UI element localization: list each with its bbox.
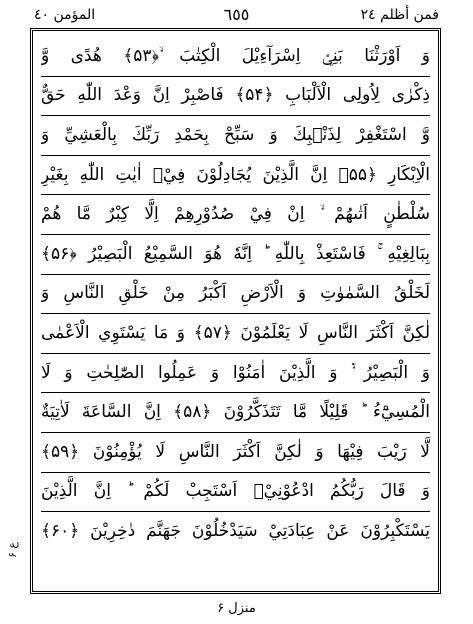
manzil-footer: منزل ۶ xyxy=(217,601,256,616)
text-line xyxy=(41,275,430,315)
text-line xyxy=(41,512,430,552)
ruku-marker: ع ۶ xyxy=(6,542,19,558)
text-line xyxy=(41,235,430,275)
text-line xyxy=(41,473,430,513)
page-number: ٦٥٥ xyxy=(223,5,250,24)
text-line xyxy=(41,116,430,156)
text-line xyxy=(41,195,430,235)
page-header xyxy=(34,4,439,26)
line-text: وَّ اسْتَغْفِرْ لِذَنْۢبِكَ وَ سَبِّحْ بِحَمْدِ رَبِّكَ بِالْعَشِيِّ وَ xyxy=(41,124,430,145)
line-text: ذِكْرٰى لِاُولِى الْاَلْبَابِ ﴿۵۴﴾ فَاصْبِرْ اِنَّ وَعْدَ اللّٰهِ حَقٌّ xyxy=(41,85,430,106)
text-frame xyxy=(30,28,441,594)
line-text: يَسْتَكْبِرُوْنَ عَنْ عِبَادَتِيْ سَيَدْخُلُوْنَ جَهَنَّمَ دٰخِرِيْنَ ﴿۶۰﴾ xyxy=(41,521,430,542)
line-text: بِبَالِغِيْهِ ۚ فَاسْتَعِذْ بِاللّٰهِ ؕ اِنَّهٗ هُوَ السَّمِيْعُ الْبَصِيْرُ ﴿۵۶﴾ xyxy=(41,243,430,264)
line-text: سُلْطٰنٍ اَتٰىهُمْ ۙ اِنْ فِيْ صُدُوْرِهِمْ اِلَّا كِبْرٌ مَّا هُمْ xyxy=(41,204,430,225)
line-text: الْاِبْكَارِ ﴿۵۵﴾ اِنَّ الَّذِيْنَ يُجَادِلُوْنَ فِيْۤ اٰيٰتِ اللّٰهِ بِغَيْرِ xyxy=(41,164,430,185)
text-line xyxy=(41,156,430,196)
juz-name: فمن أظلم ٢٤ xyxy=(360,7,439,23)
text-line xyxy=(41,314,430,354)
line-text: لٰكِنَّ اَكْثَرَ النَّاسِ لَا يَعْلَمُوْنَ ﴿۵۷﴾ وَ مَا يَسْتَوِي الْاَعْمٰى xyxy=(41,322,430,343)
text-line xyxy=(41,37,430,77)
line-text: وَ الْبَصِيْرُ ۙ۬ وَ الَّذِيْنَ اٰمَنُوْا وَ عَمِلُوا الصّٰلِحٰتِ وَ لَا xyxy=(41,362,430,383)
line-text: لَّا رَيْبَ فِيْهَا وَ لٰكِنَّ اَكْثَرَ النَّاسِ لَا يُؤْمِنُوْنَ ﴿۵۹﴾ xyxy=(41,441,430,462)
text-line xyxy=(41,393,430,433)
line-text: وَ قَالَ رَبُّكُمُ ادْعُوْنِيْۤ اَسْتَجِبْ لَكُمْ ؕ اِنَّ الَّذِيْنَ xyxy=(41,481,430,502)
text-line xyxy=(41,77,430,117)
line-text: وَ اَوْرَثْنَا بَنِيْۤ اِسْرَآءِيْلَ الْكِتٰبَ ۙ﴿۵۳﴾ هُدًى وَّ xyxy=(41,45,430,66)
text-line xyxy=(41,433,430,473)
line-text: الْمُسِيْٓءُ ؕ قَلِيْلًا مَّا تَتَذَكَّرُوْنَ ﴿۵۸﴾ اِنَّ السَّاعَةَ لَاٰتِيَةٌ xyxy=(41,402,430,423)
text-lines xyxy=(41,37,430,585)
line-text: لَخَلْقُ السَّمٰوٰتِ وَ الْاَرْضِ اَكْبَرُ مِنْ خَلْقِ النَّاسِ وَ xyxy=(41,283,430,304)
text-line xyxy=(41,354,430,394)
surah-name: المؤمن ٤٠ xyxy=(34,7,96,23)
